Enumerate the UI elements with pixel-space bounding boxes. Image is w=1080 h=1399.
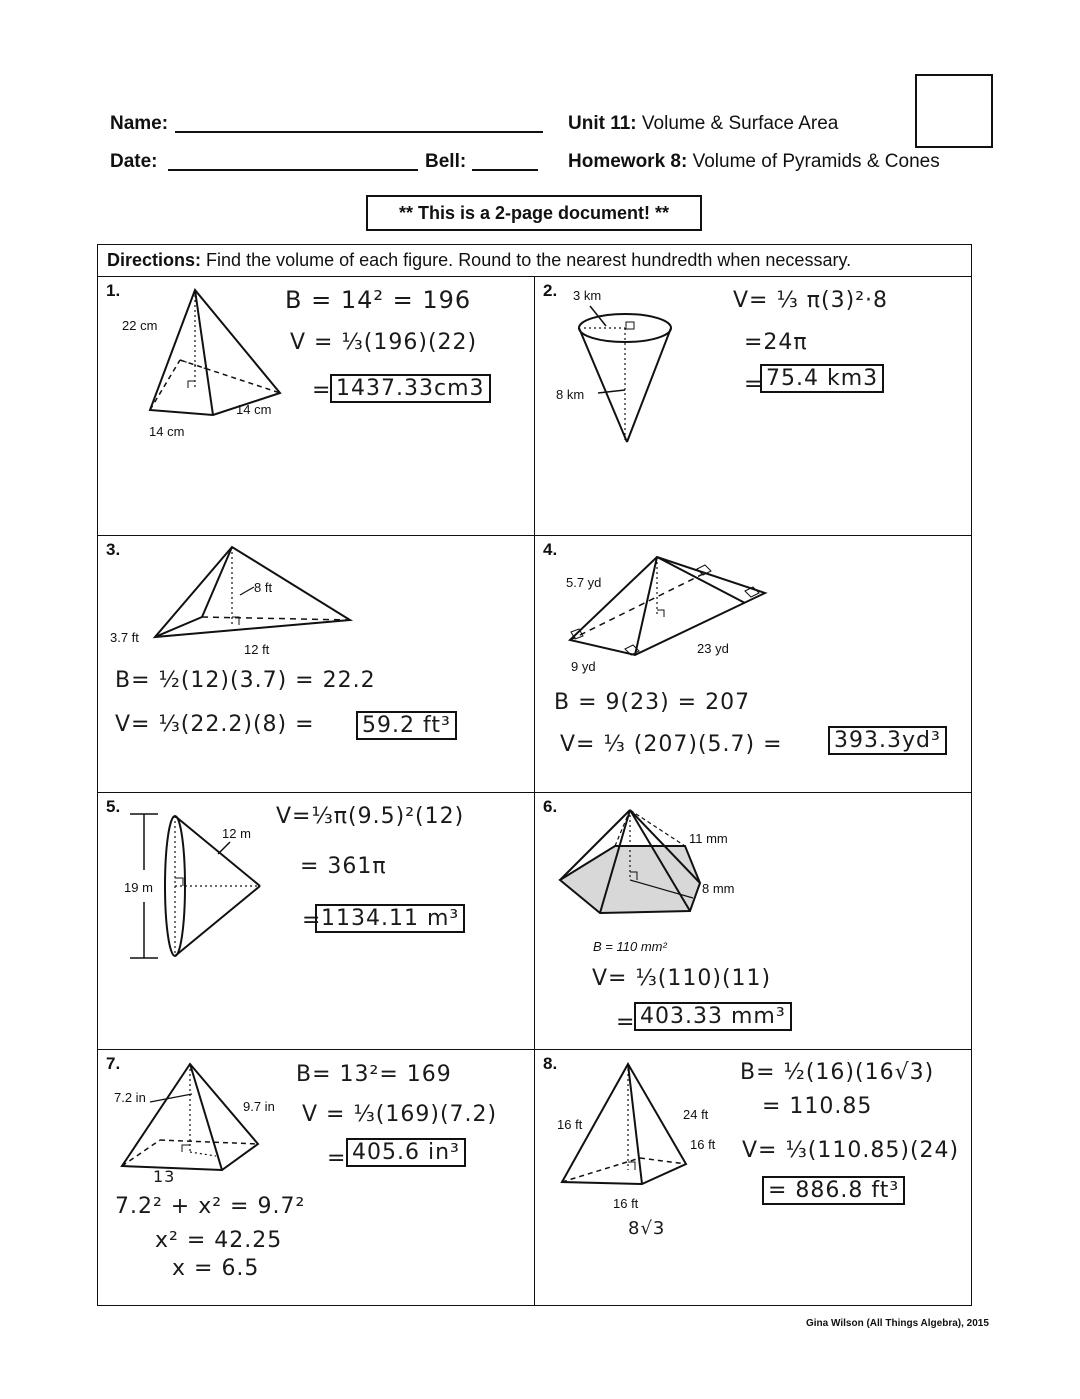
score-box[interactable] [915,74,993,148]
problem-8-edge-label: 16 ft [557,1117,583,1132]
problem-6-work-1: V= ⅓(110)(11) [592,966,772,991]
problem-4-number: 4. [543,540,558,559]
problem-6-base-area: B = 110 mm² [593,939,667,954]
column-divider [534,276,535,1306]
problem-5-answer: 1134.11 m³ [315,904,465,933]
problem-7-side-label: 13 [153,1167,176,1186]
problem-2-height-label: 8 km [556,387,585,402]
problem-3-width-label: 3.7 ft [110,630,139,645]
square-pyramid-figure-7 [120,1060,260,1182]
problem-4-answer: 393.3yd³ [828,726,947,755]
unit-heading [568,113,838,135]
problem-7-work-6: x = 6.5 [172,1256,260,1281]
problem-5-height-label: 12 m [222,826,251,841]
footer-credit: Gina Wilson (All Things Algebra), 2015 [806,1318,989,1329]
problem-5-work-2: = 361π [300,854,387,879]
problem-5-diameter-label: 19 m [124,880,153,895]
problem-6-apothem-label: 8 mm [702,881,735,896]
problem-5-number: 5. [106,797,121,816]
bell-field[interactable] [472,169,538,171]
homework-label: Homework 8: [568,151,688,172]
problem-7-answer: 405.6 in³ [346,1138,466,1167]
problem-3-number: 3. [106,540,121,559]
problem-7-work-1: B= 13²= 169 [296,1062,452,1087]
problem-7-work-3: = [327,1146,347,1171]
problem-7-work-4: 7.2² + x² = 9.7² [115,1194,306,1219]
date-field[interactable] [168,169,418,171]
problem-6-work-2: = [616,1010,636,1035]
problem-2-answer: 75.4 km3 [760,364,884,393]
problem-2-work-1: V= ⅓ π(3)²·8 [733,288,889,313]
problem-5-work-1: V=⅓π(9.5)²(12) [276,804,465,829]
problem-2-number: 2. [543,281,558,300]
problem-8-base-label: 16 ft [613,1196,639,1211]
row-divider-2 [97,792,972,793]
problem-8-work-2: = 110.85 [762,1094,873,1119]
problem-1-answer: 1437.33cm3 [330,374,491,403]
problem-8-work-1: B= ½(16)(16√3) [740,1060,935,1085]
triangular-pyramid-figure-3 [150,545,355,645]
problem-1-work-1: B = 14² = 196 [285,286,472,314]
bell-label: Bell: [425,151,467,172]
row-divider-3 [97,1049,972,1050]
directions-label: Directions: [107,250,202,270]
problem-1-side-label: 14 cm [236,402,272,417]
problem-2-work-2: =24π [744,330,808,355]
problem-6-height-label: 11 mm [689,831,728,846]
problem-8-root-note: 8√3 [628,1218,666,1239]
problem-3-work-2: V= ⅓(22.2)(8) = [115,712,315,737]
homework-heading [568,151,940,173]
problem-5-work-3: = [302,908,322,933]
problem-1-work-3: = [312,378,332,403]
pentagonal-pyramid-figure-6 [555,808,705,920]
homework-title: Volume of Pyramids & Cones [692,151,940,172]
problem-1-slant-label: 22 cm [122,318,158,333]
problem-7-number: 7. [106,1054,121,1073]
cone-figure-2 [570,300,680,450]
unit-title: Volume & Surface Area [641,113,839,134]
problem-7-height-label: 7.2 in [114,1090,146,1105]
problem-8-answer: = 886.8 ft³ [762,1176,905,1205]
directions [107,250,851,271]
problem-7-work-2: V = ⅓(169)(7.2) [302,1102,498,1127]
rectangular-pyramid-figure-4 [565,555,770,665]
problem-1-number: 1. [106,281,121,300]
directions-text: Find the volume of each figure. Round to the nearest hundredth when necessary. [206,250,852,270]
problem-6-number: 6. [543,797,558,816]
problem-4-work-1: B = 9(23) = 207 [554,690,751,715]
problem-3-height-label: 8 ft [254,580,273,595]
problem-2-work-3: = [744,372,764,397]
problem-8-height-label: 24 ft [683,1107,709,1122]
notice-box: ** This is a 2-page document! ** [366,195,702,231]
problem-7-slant-label: 9.7 in [243,1099,275,1114]
problem-1-base-label: 14 cm [149,424,185,439]
problem-1-work-2: V = ⅓(196)(22) [290,330,478,355]
problem-7-work-5: x² = 42.25 [155,1228,283,1253]
problem-8-work-3: V= ⅓(110.85)(24) [742,1138,960,1163]
date-label: Date: [110,151,158,172]
problem-4-width-label: 9 yd [571,659,596,674]
problem-4-height-label: 5.7 yd [566,575,602,590]
problem-3-length-label: 12 ft [244,642,270,657]
problem-3-work-1: B= ½(12)(3.7) = 22.2 [115,668,376,693]
name-field[interactable] [175,131,543,133]
problem-4-work-2: V= ⅓ (207)(5.7) = [560,732,783,757]
unit-label: Unit 11: [568,113,637,134]
problem-4-length-label: 23 yd [697,641,729,656]
problem-6-answer: 403.33 mm³ [634,1002,792,1031]
problem-3-answer: 59.2 ft³ [356,711,457,740]
problem-8-side-label: 16 ft [690,1137,716,1152]
problem-8-number: 8. [543,1054,558,1073]
problem-2-radius-label: 3 km [573,288,602,303]
name-label: Name: [110,113,169,134]
row-divider-1 [97,535,972,536]
